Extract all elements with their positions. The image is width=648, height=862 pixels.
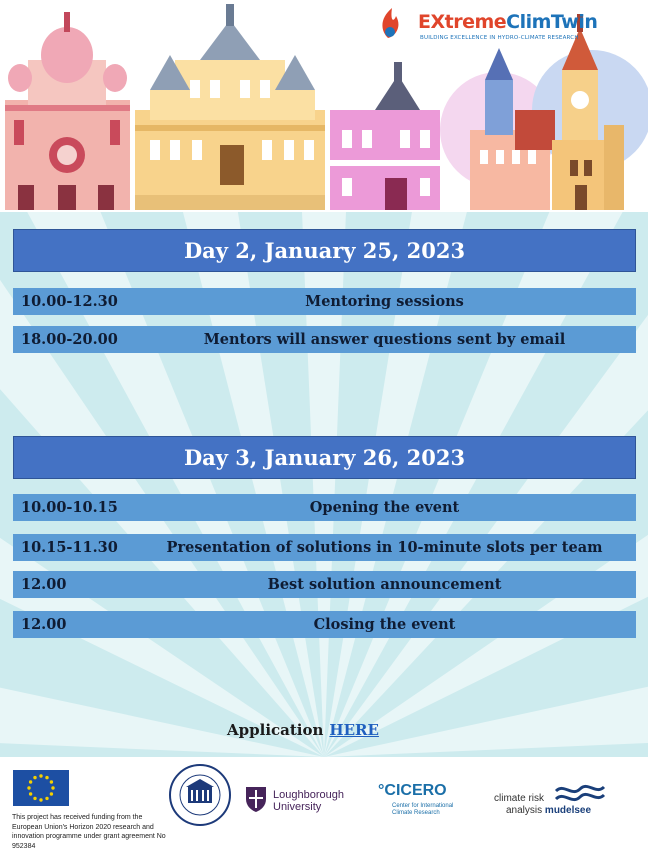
eu-flag-icon bbox=[13, 770, 69, 806]
loughborough-line2: University bbox=[273, 801, 322, 813]
footer bbox=[0, 757, 648, 862]
application-link[interactable]: HERE bbox=[329, 721, 379, 739]
session-time: 12.00 bbox=[21, 616, 67, 633]
loughborough-logo-text bbox=[273, 789, 344, 813]
session-time: 10.00-12.30 bbox=[21, 293, 118, 310]
schedule-row bbox=[13, 534, 636, 561]
cra-logo-line2 bbox=[506, 805, 591, 816]
session-time: 10.15-11.30 bbox=[21, 539, 118, 556]
brand-suffix: ClimTwin bbox=[506, 11, 598, 33]
session-activity: Mentors will answer questions sent by email bbox=[203, 331, 566, 348]
session-activity: Best solution announcement bbox=[267, 576, 502, 593]
brand-name bbox=[418, 11, 597, 33]
loughborough-shield-icon bbox=[244, 785, 268, 813]
session-activity: Mentoring sessions bbox=[305, 293, 464, 310]
extremeclimtwin-logo bbox=[378, 4, 646, 48]
funding-statement: This project has received funding from the European Union's Horizon 2020 research and innovation programme under grant agreement No 952384 bbox=[12, 814, 166, 850]
schedule-row bbox=[13, 611, 636, 638]
session-activity: Opening the event bbox=[309, 499, 460, 516]
day-3-header: Day 3, January 26, 2023 bbox=[13, 436, 636, 479]
application-line bbox=[227, 721, 379, 739]
schedule-row bbox=[13, 288, 636, 315]
cicero-subtitle bbox=[392, 803, 453, 817]
schedule-row bbox=[13, 571, 636, 598]
header-illustration bbox=[0, 0, 648, 212]
schedule-row bbox=[13, 326, 636, 353]
cra-mudelsee: mudelsee bbox=[544, 805, 592, 816]
application-label: Application bbox=[227, 721, 324, 739]
brand-prefix: EXtreme bbox=[418, 11, 507, 33]
day-2-header: Day 2, January 25, 2023 bbox=[13, 229, 636, 272]
university-seal-logo bbox=[168, 763, 232, 827]
cra-logo-line1: climate risk bbox=[494, 793, 545, 804]
cicero-logo-text: °CICERO bbox=[378, 782, 447, 799]
session-activity: Presentation of solutions in 10-minute slots per team bbox=[166, 539, 603, 556]
brand-tagline: BUILDING EXCELLENCE IN HYDRO-CLIMATE RESEARCH bbox=[420, 35, 579, 41]
session-activity: Closing the event bbox=[313, 616, 456, 633]
session-time: 12.00 bbox=[21, 576, 67, 593]
cicero-sub-line1: Center for International bbox=[392, 803, 454, 809]
loughborough-line1: Loughborough bbox=[273, 789, 344, 801]
cicero-sub-line2: Climate Research bbox=[392, 810, 440, 816]
cra-analysis: analysis bbox=[506, 805, 543, 816]
session-time: 10.00-10.15 bbox=[21, 499, 118, 516]
session-time: 18.00-20.00 bbox=[21, 331, 118, 348]
schedule-row bbox=[13, 494, 636, 521]
wave-logo-icon bbox=[554, 783, 606, 807]
